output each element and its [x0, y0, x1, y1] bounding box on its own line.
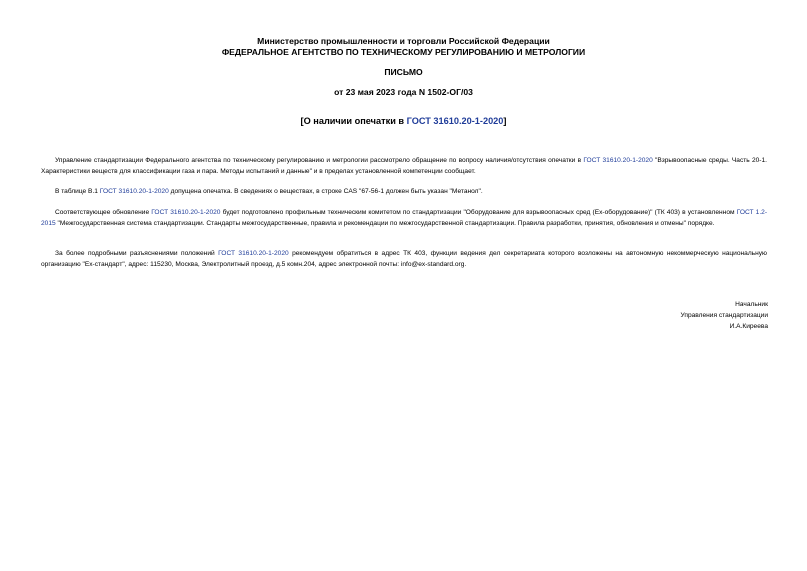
signature-name: И.А.Киреева: [729, 323, 768, 330]
subject-prefix: [О наличии опечатки в: [300, 116, 407, 126]
signature-department: Управления стандартизации: [680, 312, 768, 319]
paragraph-2-text-end: допущена опечатка. В сведениях о веществах, в строке CAS "67-56-1 должен быть указан "Метанол".: [168, 188, 483, 195]
paragraph-3-text-middle: будет подготовлено профильным техническим комитетом по стандартизации "Оборудование для взрывоопасных сред (Ex-оборудование)" (ТК 403) в установленном: [220, 209, 737, 216]
paragraph-3: [41, 207, 767, 229]
paragraph-4: [41, 248, 767, 270]
subject-suffix: ]: [503, 116, 507, 126]
paragraph-2-text-start: В таблице В.1: [55, 188, 100, 195]
paragraph-3-text-start: Соответствующее обновление: [55, 209, 152, 216]
document-date-number: от 23 мая 2023 года N 1502-ОГ/03: [334, 87, 473, 97]
subject-gost-link[interactable]: ГОСТ 31610.20-1-2020: [406, 116, 504, 126]
agency-name: ФЕДЕРАЛЬНОЕ АГЕНТСТВО ПО ТЕХНИЧЕСКОМУ РЕГУЛИРОВАНИЮ И МЕТРОЛОГИИ: [221, 47, 586, 57]
paragraph-1: [41, 155, 767, 177]
paragraph-2-gost-link[interactable]: ГОСТ 31610.20-1-2020: [99, 188, 169, 195]
paragraph-1-text-end: "Взрывоопасные среды. Часть 20-1. Характеристики веществ для классификации газа и пара. Методы испытаний и данные" и в пределах установленной компетенции сообщает.: [41, 157, 768, 175]
document-subject: [0, 116, 807, 127]
paragraph-4-gost-link[interactable]: ГОСТ 31610.20-1-2020: [218, 250, 289, 257]
paragraph-1-gost-link[interactable]: ГОСТ 31610.20-1-2020: [583, 157, 653, 164]
paragraph-3-gost-link[interactable]: ГОСТ 31610.20-1-2020: [151, 209, 221, 216]
paragraph-3-gost-1-2-link[interactable]: ГОСТ 1.2-2015: [41, 209, 768, 227]
paragraph-2: [41, 186, 767, 197]
signature-title: Начальник: [735, 301, 768, 308]
document-type: ПИСЬМО: [384, 67, 423, 77]
paragraph-4-text-end: рекомендуем обратиться в адрес ТК 403, функции ведения дел секретариата которого возложены на автономную некоммерческую национальную организацию "Ex-стандарт", адрес: 115230, Москва, Электролитный проезд, д.5 комн.204, адрес электронной почты: info@ex-standard.org.: [41, 250, 767, 268]
paragraph-4-text-start: За более подробными разъяснениями положений: [55, 250, 219, 257]
paragraph-3-text-end: "Межгосударственная система стандартизации. Стандарты межгосударственные, правила и рекомендации по межгосударственной стандартизации. Правила разработки, принятия, обновления и отмены" порядке.: [55, 220, 715, 227]
ministry-name: Министерство промышленности и торговли Российской Федерации: [257, 36, 550, 46]
paragraph-1-text-start: Управление стандартизации Федерального агентства по техническому регулированию и метрологии рассмотрело обращение по вопросу наличия/отсутствия опечатки в: [55, 157, 584, 164]
